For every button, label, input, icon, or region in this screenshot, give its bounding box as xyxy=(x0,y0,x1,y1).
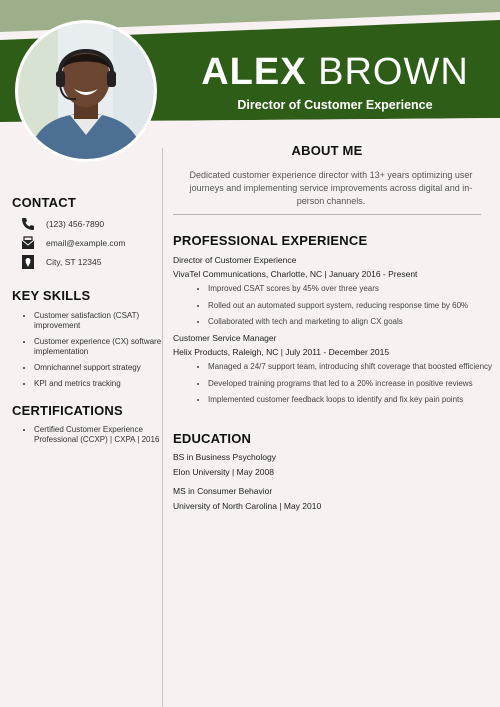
skill-item: • Customer experience (CX) software implementation xyxy=(34,337,164,357)
degree: BS in Business Psychology xyxy=(173,452,276,462)
job-role: Director of Customer Experience xyxy=(173,255,297,265)
job-role: Customer Service Manager xyxy=(173,333,277,343)
candidate-name xyxy=(170,48,500,96)
job-title: Director of Customer Experience xyxy=(237,98,433,112)
last-name: BROWN xyxy=(318,51,469,93)
about-heading: ABOUT ME xyxy=(291,143,363,158)
skill-item: • Customer satisfaction (CSAT) improvement xyxy=(34,311,164,331)
skills-heading: KEY SKILLS xyxy=(12,288,91,303)
job-bullet: • Developed training programs that led to a 20% increase in positive reviews xyxy=(208,379,498,390)
skill-item: • KPI and metrics tracking xyxy=(34,379,164,389)
about-divider xyxy=(173,214,481,215)
experience-heading: PROFESSIONAL EXPERIENCE xyxy=(173,233,368,248)
contact-email xyxy=(20,235,126,251)
job-bullet: • Implemented customer feedback loops to identify and fix key pain points xyxy=(208,395,498,406)
job-bullet: • Managed a 24/7 support team, introducing shift coverage that boosted efficiency xyxy=(208,362,498,373)
email-text: email@example.com xyxy=(46,238,126,248)
degree: MS in Consumer Behavior xyxy=(173,486,273,496)
certification-item: • Certified Customer Experience Professional (CCXP) | CXPA | 2016 xyxy=(34,425,164,445)
skill-item: • Omnichannel support strategy xyxy=(34,363,164,373)
job-bullets xyxy=(190,362,498,412)
certifications-list xyxy=(12,425,164,451)
school: University of North Carolina | May 2010 xyxy=(173,501,322,511)
certifications-heading: CERTIFICATIONS xyxy=(12,403,123,418)
education-heading: EDUCATION xyxy=(173,431,252,446)
job-bullet: • Improved CSAT scores by 45% over three years xyxy=(208,284,498,295)
profile-photo xyxy=(15,20,157,162)
contact-phone xyxy=(20,216,104,232)
location-text: City, ST 12345 xyxy=(46,257,102,267)
contact-heading: CONTACT xyxy=(12,195,76,210)
first-name: ALEX xyxy=(201,51,307,93)
about-text: Dedicated customer experience director with 13+ years optimizing user journeys and implementing service improvements across digital and in-person channels. xyxy=(189,170,473,206)
skills-list xyxy=(12,311,164,395)
contact-location xyxy=(20,254,101,270)
job-bullet: • Collaborated with tech and marketing to align CX goals xyxy=(208,317,498,328)
job-meta: Helix Products, Raleigh, NC | July 2011 - December 2015 xyxy=(173,347,390,357)
location-icon xyxy=(20,254,36,270)
job-bullet: • Rolled out an automated support system, reducing response time by 60% xyxy=(208,301,498,312)
email-icon xyxy=(20,235,36,251)
phone-text: (123) 456-7890 xyxy=(46,219,105,229)
school: Elon University | May 2008 xyxy=(173,467,274,477)
phone-icon xyxy=(20,216,36,232)
job-bullets xyxy=(190,284,498,334)
job-meta: VivaTel Communications, Charlotte, NC | January 2016 - Present xyxy=(173,269,418,279)
